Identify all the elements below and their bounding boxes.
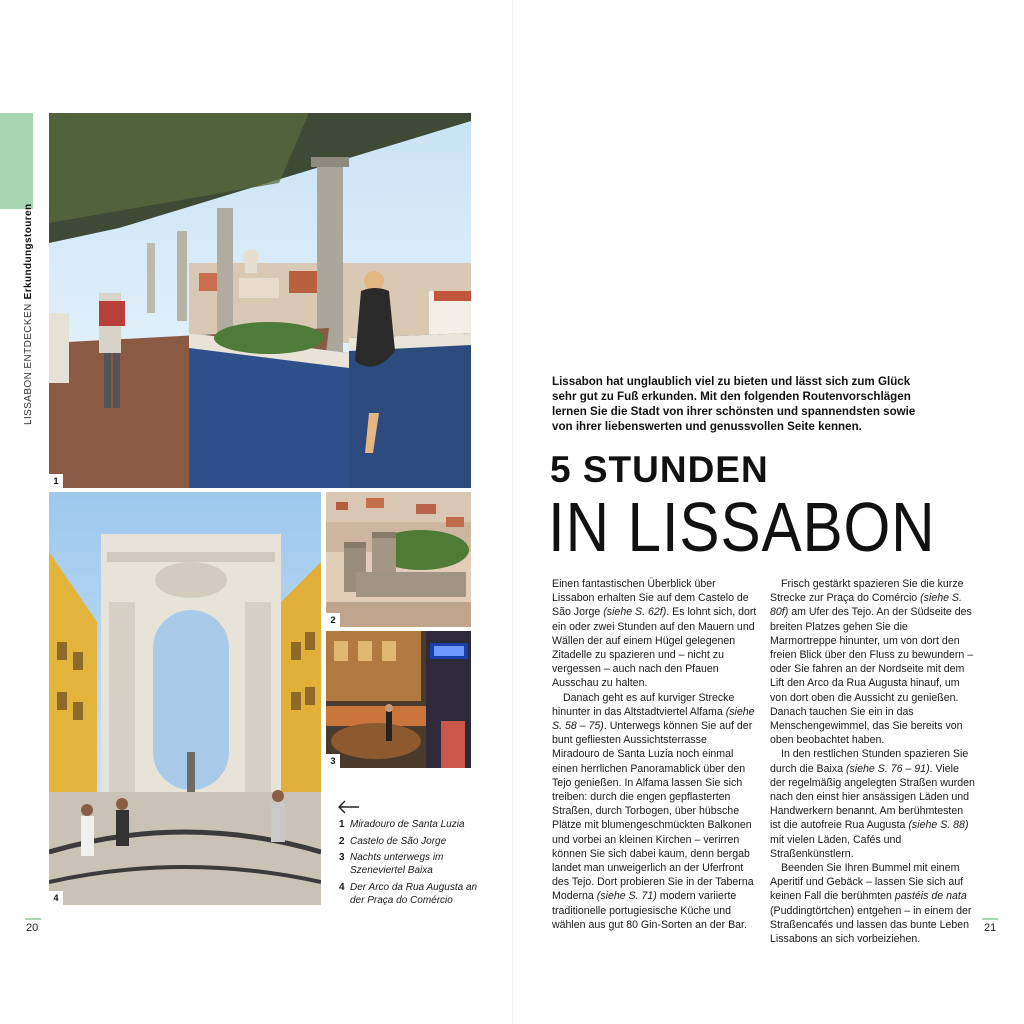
photo-number-4: 4 <box>49 891 63 905</box>
chapter-color-tab <box>0 113 33 209</box>
intro-text: Lissabon hat unglaublich viel zu bieten und lässt sich zum Glück sehr gut zu Fuß erkunden. Mit den folgenden Routenvorschlägen lernen Sie die Stadt von ihrer schönsten und spannendsten sowie von ihrer liebenswerten und genussvollen Seite kennen. <box>552 375 916 433</box>
body-column-2 <box>770 577 975 946</box>
page-number-accent-left <box>25 918 41 920</box>
caption-text: Der Arco da Rua Augusta an der Praça do Comércio <box>350 881 478 906</box>
photo-number-2: 2 <box>326 613 340 627</box>
photo-number-1: 1 <box>49 474 63 488</box>
caption-text: Miradouro de Santa Luzia <box>350 819 465 830</box>
caption-item <box>339 851 479 877</box>
caption-number: 2 <box>339 835 345 847</box>
spread-gutter <box>512 0 513 1024</box>
body-paragraph: Beenden Sie Ihren Bummel mit einem Aperitif und Gebäck – lassen Sie sich auf keinen Fall die berühmten pastéis de nata (Puddingtörtchen) entgehen – in einem der Straßencafés und lassen das bunte Leben Lissabons an sich vorbeiziehen. <box>770 862 972 946</box>
photo-miradouro-santa-luzia <box>49 113 471 488</box>
photo-arco-rua-augusta <box>49 492 321 905</box>
arrow-left-icon <box>337 800 361 814</box>
title-line-1: 5 STUNDEN <box>550 449 769 490</box>
title-line-2: IN LISSABON <box>548 488 936 566</box>
page-number-accent-right <box>982 918 998 920</box>
page-number-left: 20 <box>26 922 39 934</box>
running-head-section: LISSABON ENTDECKEN <box>23 303 34 425</box>
body-paragraph: Einen fantastischen Überblick über Lissabon erhalten Sie auf dem Castelo de São Jorge (siehe S. 62f). Es lohnt sich, dort ein oder zwei Stunden auf den Mauern und Wällen der auf einem Hügel gelegenen Zitadelle zu spazieren und – nicht zu vergessen – auch nach den Pfauen Ausschau zu halten. <box>552 578 757 690</box>
photo-nightlife-baixa <box>326 631 471 768</box>
body-paragraph: Danach geht es auf kurviger Strecke hinunter in das Altstadtviertel Alfama (siehe S. 58 – 75). Unterwegs können Sie auf der bunt gefliesten Aussichtsterrasse Miradouro de Santa Luzia noch einmal einen herrlichen Panoramablick über den Tejo genießen. In Alfama lassen Sie sich treiben: durch die engen gepflasterten Straßen, durch Torbogen, über hübsche Plätze mit blumengeschmückten Balkonen und vorbei an kleinen Kirchen – verirren können Sie sich dabei kaum, denn bergab landet man unweigerlich an der Uferfront des Tejo. Dort probieren Sie in der Taberna Moderna (siehe S. 71) modern variierte traditionelle portugiesische Küche und wählen aus gut 80 Gin-Sorten an der Bar. <box>552 691 755 931</box>
caption-number: 1 <box>339 819 345 830</box>
caption-item <box>339 881 479 907</box>
photo-castelo-sao-jorge <box>326 492 471 627</box>
photo-number-3: 3 <box>326 754 340 768</box>
caption-item <box>339 818 479 831</box>
running-head-chapter: Erkundungstouren <box>23 203 34 300</box>
running-head <box>23 203 34 425</box>
photo-captions <box>339 818 479 910</box>
caption-number: 3 <box>339 852 345 863</box>
caption-number: 4 <box>339 881 345 893</box>
caption-text: Castelo de São Jorge <box>350 835 447 847</box>
body-paragraph: Frisch gestärkt spazieren Sie die kurze Strecke zur Praça do Comércio (siehe S. 80f) am Ufer des Tejo. An der Südseite des breiten Platzes gehen Sie die Marmortreppe hinunter, um von dort den freien Blick über den Fluss zu bewundern – oder Sie fahren an der Nordseite mit dem Lift den Arco da Rua Augusta hinauf, um von dort oben die Aussicht zu genießen. Danach tauchen Sie ein in das Menschengewimmel, das Sie bereits von oben beobachtet haben. <box>770 578 974 747</box>
caption-item <box>339 835 479 848</box>
caption-text: Nachts unterwegs im Szeneviertel Baixa <box>350 852 444 876</box>
body-paragraph: In den restlichen Stunden spazieren Sie durch die Baixa (siehe S. 76 – 91). Viele der regelmäßig angelegten Straßen wurden nach den einst hier ansässigen Läden und Handwerkern benannt. Am berühmtesten ist die autofreie Rua Augusta (siehe S. 88) mit vielen Läden, Cafés und Straßenkünstlern. <box>770 748 975 860</box>
body-column-1 <box>552 577 757 932</box>
page-number-right: 21 <box>984 922 997 934</box>
